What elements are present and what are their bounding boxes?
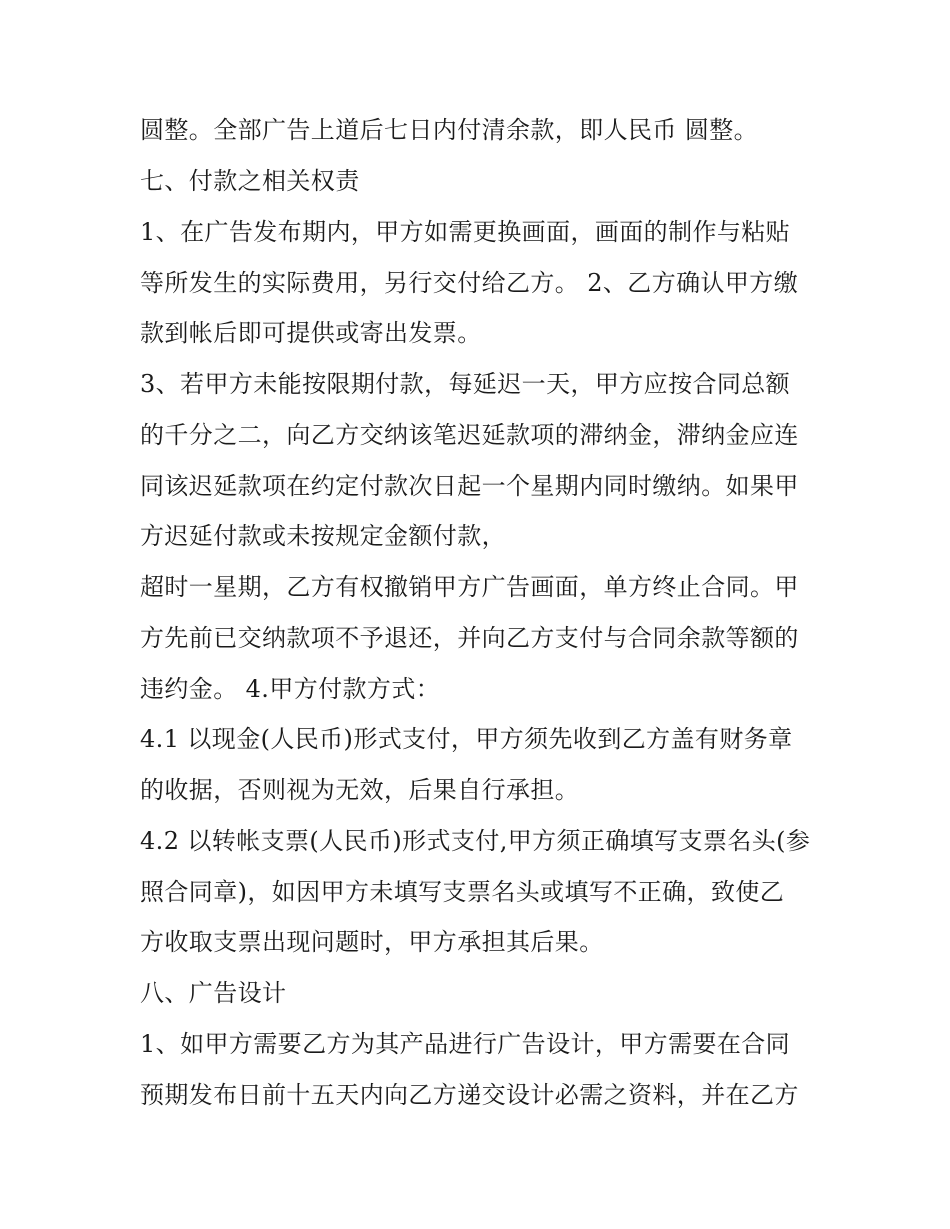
section-heading: 七、付款之相关权责 bbox=[140, 167, 360, 195]
text-line: 方收取支票出现问题时，甲方承担其后果。 bbox=[140, 928, 604, 956]
text-line: 的千分之二，向乙方交纳该笔迟延款项的滞纳金，滞纳金应连 bbox=[140, 421, 799, 449]
text-line: 预期发布日前十五天内向乙方递交设计必需之资料，并在乙方 bbox=[140, 1081, 799, 1109]
text-line: 4.1 以现金(人民币)形式支付，甲方须先收到乙方盖有财务章 bbox=[140, 725, 793, 753]
text-line: 3、若甲方未能按限期付款，每延迟一天，甲方应按合同总额 bbox=[140, 370, 791, 398]
text-line: 违约金。 4.甲方付款方式： bbox=[140, 675, 441, 703]
text-line: 1、如甲方需要乙方为其产品进行广告设计，甲方需要在合同 bbox=[140, 1030, 791, 1058]
text-line: 超时一星期，乙方有权撤销甲方广告画面，单方终止合同。甲 bbox=[140, 573, 799, 601]
text-line: 照合同章)，如因甲方未填写支票名头或填写不正确，致使乙 bbox=[140, 878, 785, 906]
text-line: 方先前已交纳款项不予退还，并向乙方支付与合同余款等额的 bbox=[140, 624, 799, 652]
text-line: 等所发生的实际费用，另行交付给乙方。 2、乙方确认甲方缴 bbox=[140, 269, 799, 297]
text-line: 圆整。全部广告上道后七日内付清余款，即人民币 圆整。 bbox=[140, 116, 759, 144]
text-line: 同该迟延款项在约定付款次日起一个星期内同时缴纳。如果甲 bbox=[140, 472, 799, 500]
section-heading: 八、广告设计 bbox=[140, 979, 287, 1007]
text-line: 1、在广告发布期内，甲方如需更换画面，画面的制作与粘贴 bbox=[140, 218, 791, 246]
text-line: 方迟延付款或未按规定金额付款， bbox=[140, 522, 506, 550]
text-line: 4.2 以转帐支票(人民币)形式支付,甲方须正确填写支票名头(参 bbox=[140, 827, 811, 855]
text-line: 的收据，否则视为无效，后果自行承担。 bbox=[140, 776, 580, 804]
text-line: 款到帐后即可提供或寄出发票。 bbox=[140, 319, 482, 347]
